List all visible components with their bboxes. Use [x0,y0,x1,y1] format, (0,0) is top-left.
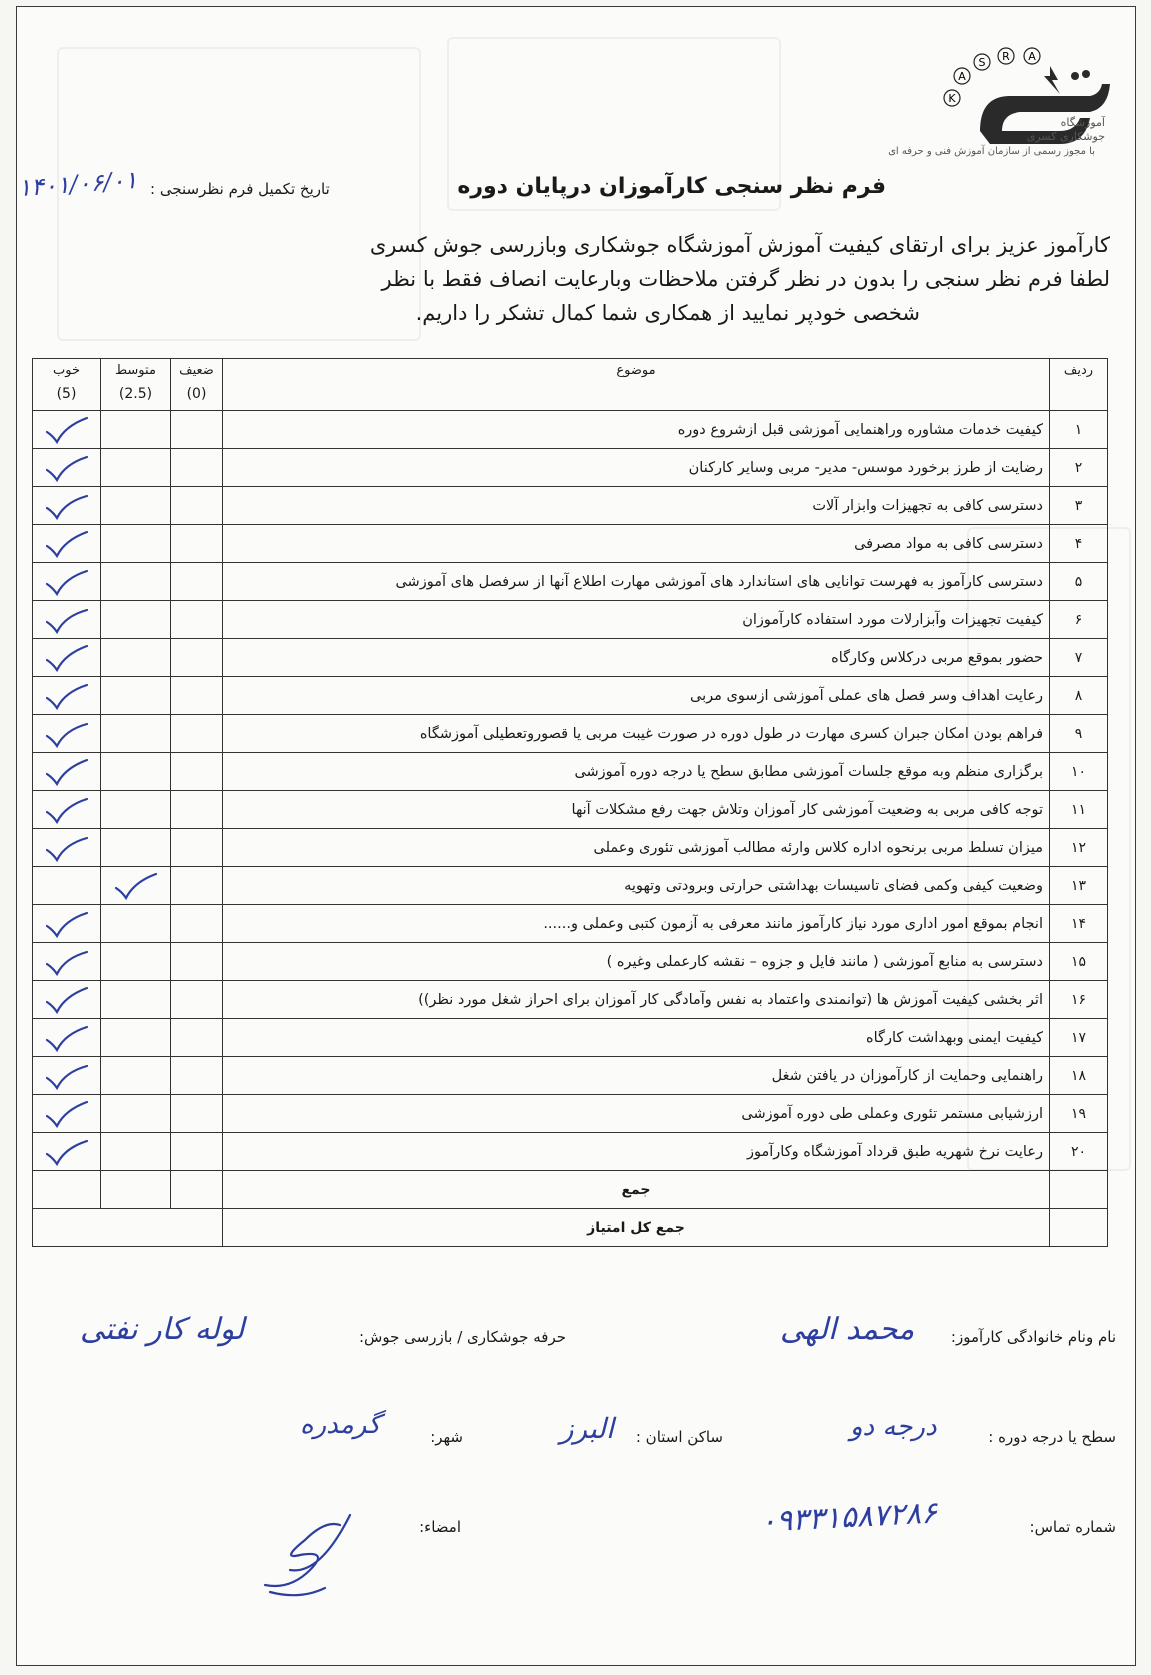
row-topic: دسترسی کارآموز به فهرست توانایی های استاندارد های آموزشی مهارت اطلاع آنها از سرفصل های آموزشی [223,563,1050,601]
good-cell[interactable] [33,1095,101,1133]
row-number: ۶ [1050,601,1108,639]
medium-cell[interactable] [101,1133,171,1171]
table-row [33,601,1108,639]
medium-cell[interactable] [101,411,171,449]
survey-body [33,411,1108,1171]
intro-paragraph [40,228,1110,330]
weak-cell[interactable] [171,829,223,867]
good-cell[interactable] [33,1133,101,1171]
weak-cell[interactable] [171,639,223,677]
medium-cell[interactable] [101,981,171,1019]
form-title: فرم نظر سنجی کارآموزان درپایان دوره [457,174,886,199]
row-topic: وضعیت کیفی وکمی فضای تاسیسات بهداشتی حرارتی وبرودتی وتهویه [223,867,1050,905]
medium-cell[interactable] [101,905,171,943]
table-row [33,981,1108,1019]
row-number: ۹ [1050,715,1108,753]
check-mark-icon [41,680,93,712]
check-mark-icon [41,832,93,864]
level-handwritten: درجه دو [850,1412,937,1442]
check-mark-icon [41,452,93,484]
weak-cell[interactable] [171,753,223,791]
check-mark-icon [41,794,93,826]
table-header-row [33,359,1108,411]
city-handwritten: گرمدره [300,1410,381,1440]
table-row [33,715,1108,753]
table-row [33,905,1108,943]
table-row [33,829,1108,867]
row-number: ۴ [1050,525,1108,563]
weak-cell[interactable] [171,1095,223,1133]
row-topic: کیفیت خدمات مشاوره وراهنمایی آموزشی قبل ازشروع دوره [223,411,1050,449]
check-mark-icon [41,528,93,560]
header-weak [171,359,223,411]
row-number: ۱۴ [1050,905,1108,943]
row-number: ۱۷ [1050,1019,1108,1057]
weak-cell[interactable] [171,867,223,905]
row-topic: حضور بموقع مربی درکلاس وکارگاه [223,639,1050,677]
weak-cell[interactable] [171,601,223,639]
check-mark-icon [41,1098,93,1130]
sum-weak-cell [171,1171,223,1209]
table-row [33,943,1108,981]
row-topic: کیفیت ایمنی وبهداشت کارگاه [223,1019,1050,1057]
weak-cell[interactable] [171,905,223,943]
row-topic: اثر بخشی کیفیت آموزش ها (توانمندی واعتماد به نفس وآمادگی کار آموزان برای احراز شغل مورد نظر)) [223,981,1050,1019]
table-row [33,487,1108,525]
sum-good-cell [33,1171,101,1209]
weak-cell[interactable] [171,1019,223,1057]
row-number: ۱ [1050,411,1108,449]
check-mark-icon [41,604,93,636]
good-cell[interactable] [33,791,101,829]
good-cell[interactable] [33,449,101,487]
header-good-label: خوب [53,363,80,378]
medium-cell[interactable] [101,943,171,981]
row-number: ۱۹ [1050,1095,1108,1133]
good-cell[interactable] [33,753,101,791]
good-cell[interactable] [33,829,101,867]
table-row [33,411,1108,449]
intro-line: لطفا فرم نظر سنجی را بدون در نظر گرفتن ملاحظات وبارعایت انصاف فقط با نظر [381,267,1110,291]
weak-cell[interactable] [171,1057,223,1095]
row-number: ۲ [1050,449,1108,487]
good-cell[interactable] [33,981,101,1019]
medium-cell[interactable] [101,867,171,905]
medium-cell[interactable] [101,1095,171,1133]
table-row [33,1019,1108,1057]
header-weak-score: (0) [186,386,207,402]
table-row [33,1057,1108,1095]
signature-image [230,1500,390,1600]
table-row [33,753,1108,791]
weak-cell[interactable] [171,449,223,487]
header-good [33,359,101,411]
sum-row [33,1171,1108,1209]
institute-logo [888,36,1125,176]
name-label: نام ونام خانوادگی کارآموز: [950,1328,1116,1346]
row-number: ۱۵ [1050,943,1108,981]
logo-badge: R [1002,50,1010,63]
row-topic: کیفیت تجهیزات وآبزارلات مورد استفاده کارآموزان [223,601,1050,639]
logo-line: با مجوز رسمی از سازمان آموزش فنی و حرفه ای [888,146,1095,157]
check-mark-icon [41,946,93,978]
total-value-cell [33,1209,223,1247]
header-medium-score: (2.5) [118,386,153,402]
trade-handwritten: لوله کار نفتی [80,1312,245,1347]
total-label: جمع کل امتیاز [223,1209,1050,1247]
logo-line: جوشکاری کسری [1026,130,1105,143]
trade-label: حرفه جوشکاری / بازرسی جوش: [358,1328,566,1346]
weak-cell[interactable] [171,715,223,753]
row-number: ۱۳ [1050,867,1108,905]
row-topic: دسترسی کافی به تجهیزات وابزار آلات [223,487,1050,525]
table-row [33,1095,1108,1133]
good-cell[interactable] [33,525,101,563]
row-topic: میزان تسلط مربی برنحوه اداره کلاس وارئه مطالب آموزشی تئوری وعملی [223,829,1050,867]
row-topic: رعایت نرخ شهریه طبق قرداد آموزشگاه وکارآموز [223,1133,1050,1171]
medium-cell[interactable] [101,1057,171,1095]
row-number: ۱۶ [1050,981,1108,1019]
row-topic: فراهم بودن امکان جبران کسری مهارت در طول دوره در صورت غیبت مربی یا قصوروتعطیلی آموزشگاه [223,715,1050,753]
city-label: شهر: [430,1428,463,1446]
phone-label: شماره تماس: [1029,1518,1116,1536]
medium-cell[interactable] [101,791,171,829]
row-topic: رعایت اهداف وسر فصل های عملی آموزشی ازسوی مربی [223,677,1050,715]
medium-cell[interactable] [101,449,171,487]
good-cell[interactable] [33,1019,101,1057]
good-cell[interactable] [33,487,101,525]
check-mark-icon [41,1022,93,1054]
row-topic: انجام بموقع امور اداری مورد نیاز کارآموز مانند معرفی به آزمون کتبی وعملی و...... [223,905,1050,943]
good-cell[interactable] [33,905,101,943]
table-row [33,525,1108,563]
good-cell[interactable] [33,715,101,753]
logo-badge: K [948,92,956,105]
table-row [33,449,1108,487]
row-number: ۱۱ [1050,791,1108,829]
medium-cell[interactable] [101,829,171,867]
row-number: ۱۲ [1050,829,1108,867]
weak-cell[interactable] [171,943,223,981]
good-cell[interactable] [33,867,101,905]
logo-badge: A [958,70,966,83]
check-mark-icon [41,414,93,446]
intro-line: شخصی خودپر نمایید از همکاری شما کمال تشکر را داریم. [415,301,920,325]
province-label: ساکن استان : [635,1428,723,1446]
row-number: ۸ [1050,677,1108,715]
level-label: سطح یا درجه دوره : [988,1428,1116,1446]
check-mark-icon [41,490,93,522]
name-handwritten: محمد الهی [780,1312,915,1347]
header-weak-label: ضعیف [179,363,214,378]
medium-cell[interactable] [101,639,171,677]
row-topic: دسترسی کافی به مواد مصرفی [223,525,1050,563]
medium-cell[interactable] [101,753,171,791]
table-row [33,563,1108,601]
weak-cell[interactable] [171,1133,223,1171]
medium-cell[interactable] [101,601,171,639]
sum-label: جمع [223,1171,1050,1209]
row-number: ۲۰ [1050,1133,1108,1171]
logo-badge: S [978,56,986,69]
row-number: ۱۸ [1050,1057,1108,1095]
sum-medium-cell [101,1171,171,1209]
weak-cell[interactable] [171,677,223,715]
sum-row-number [1050,1171,1108,1209]
total-row-number [1050,1209,1108,1247]
medium-cell[interactable] [101,525,171,563]
check-mark-icon [41,756,93,788]
good-cell[interactable] [33,411,101,449]
check-mark-icon [41,1060,93,1092]
row-number: ۷ [1050,639,1108,677]
medium-cell[interactable] [101,715,171,753]
row-topic: دسترسی به منابع آموزشی ( مانند فایل و جزوه – نقشه کارعملی وغیره ) [223,943,1050,981]
row-topic: رضایت از طرز برخورد موسس- مدیر- مربی وسایر کارکنان [223,449,1050,487]
weak-cell[interactable] [171,791,223,829]
table-row [33,1133,1108,1171]
row-topic: توجه کافی مربی به وضعیت آموزشی کار آموزان وتلاش جهت رفع مشکلات آنها [223,791,1050,829]
medium-cell[interactable] [101,487,171,525]
signature-label: امضاء: [419,1518,461,1536]
good-cell[interactable] [33,677,101,715]
check-mark-icon [41,984,93,1016]
table-row [33,791,1108,829]
weak-cell[interactable] [171,563,223,601]
row-topic: راهنمایی وحمایت از کارآموزان در یافتن شغل [223,1057,1050,1095]
row-topic: برگزاری منظم وبه موقع جلسات آموزشی مطابق سطح یا درجه دوره آموزشی [223,753,1050,791]
weak-cell[interactable] [171,981,223,1019]
good-cell[interactable] [33,1057,101,1095]
good-cell[interactable] [33,563,101,601]
row-number: ۳ [1050,487,1108,525]
header-good-score: (5) [56,386,77,402]
medium-cell[interactable] [101,563,171,601]
logo-line: آموزشگاه [1060,116,1105,129]
check-mark-icon [41,908,93,940]
good-cell[interactable] [33,601,101,639]
row-number: ۵ [1050,563,1108,601]
total-row [33,1209,1108,1247]
survey-table [32,358,1108,1247]
medium-cell[interactable] [101,1019,171,1057]
weak-cell[interactable] [171,487,223,525]
header-medium [101,359,171,411]
table-row [33,867,1108,905]
medium-cell[interactable] [101,677,171,715]
check-mark-icon [41,642,93,674]
province-handwritten: البرز [560,1412,614,1445]
header-topic: موضوع [223,359,1050,411]
header-row-number: ردیف [1050,359,1108,411]
phone-handwritten: ۰۹۳۳۱۵۸۷۲۸۶ [759,1495,939,1540]
logo-badge: A [1028,50,1036,63]
intro-line: کارآموز عزیز برای ارتقای کیفیت آموزش آموزشگاه جوشکاری وبازرسی جوش کسری [369,233,1110,257]
check-mark-icon [41,718,93,750]
header-medium-label: متوسط [115,363,156,378]
date-label: تاریخ تکمیل فرم نظرسنجی : [150,180,330,198]
weak-cell[interactable] [171,525,223,563]
check-mark-icon [41,566,93,598]
check-mark-icon [41,1136,93,1168]
row-number: ۱۰ [1050,753,1108,791]
weak-cell[interactable] [171,411,223,449]
date-handwritten: ۱۴۰۱/۰۶/۰۱ [17,165,139,203]
row-topic: ارزشیابی مستمر تئوری وعملی طی دوره آموزشی [223,1095,1050,1133]
good-cell[interactable] [33,943,101,981]
check-mark-icon [110,870,162,902]
good-cell[interactable] [33,639,101,677]
table-row [33,639,1108,677]
table-row [33,677,1108,715]
